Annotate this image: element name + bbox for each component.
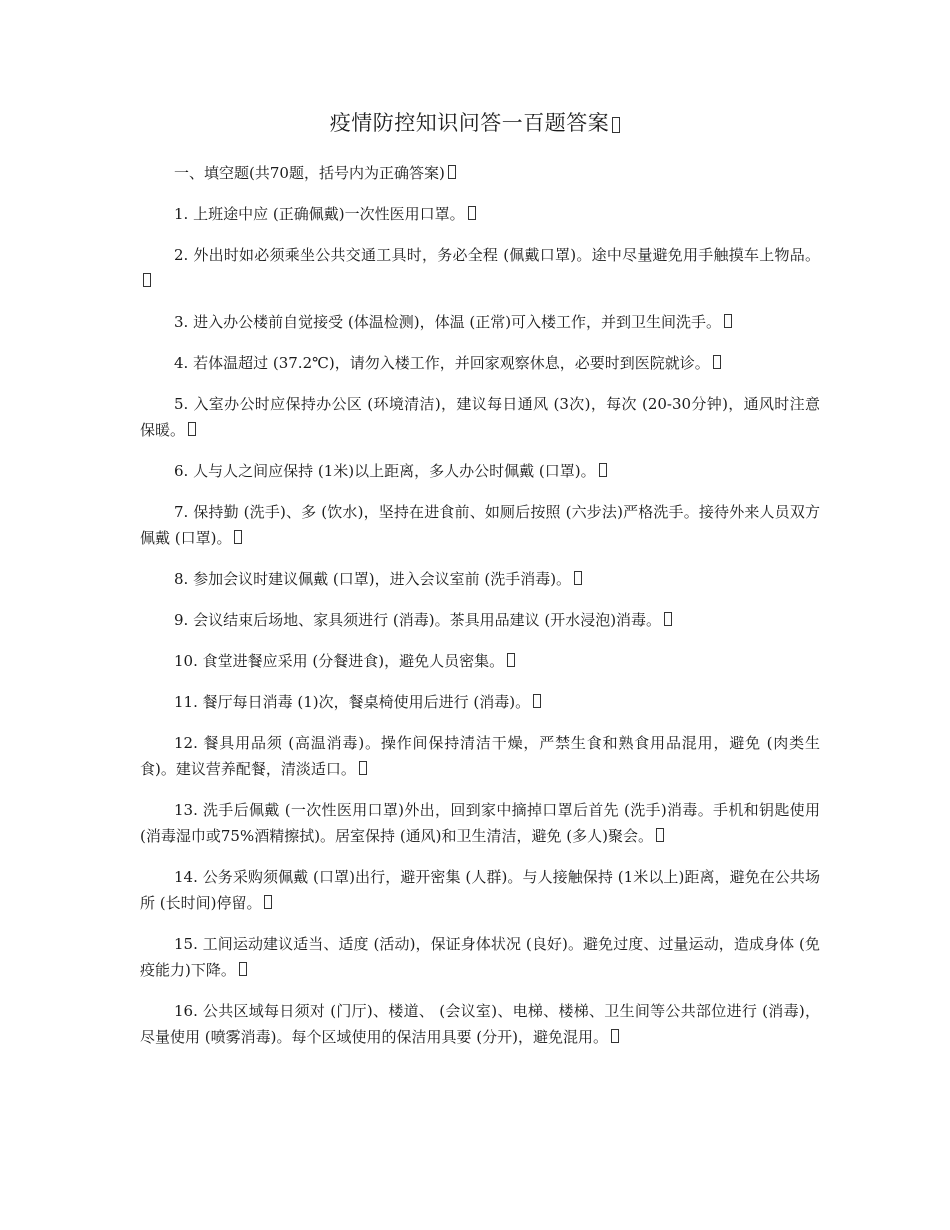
question-text: 公共区域每日须对 (门厅)、楼道、 (会议室)、电梯、楼梯、卫生间等公共部位进行 (消毒)，尽量使用 (喷雾消毒)。每个区域使用的保洁用具要 (分开)，避免混用。	[140, 1002, 820, 1046]
question-text: 上班途中应 (正确佩戴)一次性医用口罩。	[193, 205, 465, 223]
question-number: 7.	[174, 503, 189, 521]
question-item	[140, 730, 820, 782]
question-item	[140, 458, 820, 484]
question-item	[140, 499, 820, 551]
question-item	[140, 998, 820, 1050]
question-text: 若体温超过 (37.2℃)，请勿入楼工作，并回家观察休息，必要时到医院就诊。	[193, 354, 710, 372]
paragraph-mark-icon	[448, 165, 456, 179]
section-heading-text: 一、填空题(共70题，括号内为正确答案)	[174, 164, 445, 182]
question-number: 3.	[174, 313, 189, 331]
document-body	[140, 160, 820, 1065]
question-number: 5.	[174, 395, 189, 413]
paragraph-mark-icon	[612, 117, 620, 133]
question-text: 餐具用品须 (高温消毒)。操作间保持清洁干燥，严禁生食和熟食用品混用，避免 (肉类生食)。建议营养配餐，清淡适口。	[140, 734, 820, 778]
question-text: 公务采购须佩戴 (口罩)出行，避开密集 (人群)。与人接触保持 (1米以上)距离，避免在公共场所 (长时间)停留。	[140, 868, 820, 912]
question-number: 8.	[174, 570, 189, 588]
question-text: 餐厅每日消毒 (1)次，餐桌椅使用后进行 (消毒)。	[202, 693, 531, 711]
question-item	[140, 931, 820, 983]
question-item	[140, 201, 820, 227]
question-number: 13.	[174, 801, 198, 819]
section-heading	[140, 160, 820, 186]
question-number: 6.	[174, 462, 189, 480]
question-text: 会议结束后场地、家具须进行 (消毒)。茶具用品建议 (开水浸泡)消毒。	[193, 611, 662, 629]
paragraph-mark-icon	[611, 1029, 619, 1043]
paragraph-mark-icon	[724, 314, 732, 328]
question-item	[140, 689, 820, 715]
question-text: 进入办公楼前自觉接受 (体温检测)，体温 (正常)可入楼工作，并到卫生间洗手。	[193, 313, 722, 331]
paragraph-mark-icon	[264, 895, 272, 909]
question-text: 入室办公时应保持办公区 (环境清洁)，建议每日通风 (3次)，每次 (20-30分钟)，通风时注意保暖。	[140, 395, 820, 439]
question-text: 参加会议时建议佩戴 (口罩)，进入会议室前 (洗手消毒)。	[193, 570, 572, 588]
paragraph-mark-icon	[656, 828, 664, 842]
question-number: 14.	[174, 868, 198, 886]
question-item	[140, 350, 820, 376]
question-text: 工间运动建议适当、适度 (活动)，保证身体状况 (良好)。避免过度、过量运动，造成身体 (免疫能力)下降。	[140, 935, 820, 979]
question-item	[140, 566, 820, 592]
paragraph-mark-icon	[359, 761, 367, 775]
question-text: 保持勤 (洗手)、多 (饮水)，坚持在进食前、如厕后按照 (六步法)严格洗手。接待外来人员双方佩戴 (口罩)。	[140, 503, 820, 547]
question-text: 人与人之间应保持 (1米)以上距离，多人办公时佩戴 (口罩)。	[193, 462, 596, 480]
question-number: 11.	[174, 693, 198, 711]
paragraph-mark-icon	[533, 694, 541, 708]
page-title-text: 疫情防控知识问答一百题答案	[329, 111, 610, 135]
paragraph-mark-icon	[234, 530, 242, 544]
paragraph-mark-icon	[188, 422, 196, 436]
question-list	[140, 201, 820, 1050]
paragraph-mark-icon	[574, 571, 582, 585]
paragraph-mark-icon	[713, 355, 721, 369]
paragraph-mark-icon	[143, 273, 151, 287]
question-item	[140, 797, 820, 849]
question-number: 12.	[174, 734, 198, 752]
question-item	[140, 648, 820, 674]
paragraph-mark-icon	[468, 206, 476, 220]
question-number: 4.	[174, 354, 189, 372]
question-number: 1.	[174, 205, 189, 223]
question-text: 外出时如必须乘坐公共交通工具时，务必全程 (佩戴口罩)。途中尽量避免用手触摸车上物品。	[193, 246, 820, 264]
question-item	[140, 309, 820, 335]
page-title	[0, 108, 950, 138]
paragraph-mark-icon	[507, 653, 515, 667]
paragraph-mark-icon	[599, 463, 607, 477]
question-number: 10.	[174, 652, 198, 670]
paragraph-mark-icon	[664, 612, 672, 626]
question-item	[140, 242, 820, 294]
question-number: 9.	[174, 611, 189, 629]
paragraph-mark-icon	[239, 962, 247, 976]
question-number: 16.	[174, 1002, 198, 1020]
question-text: 洗手后佩戴 (一次性医用口罩)外出，回到家中摘掉口罩后首先 (洗手)消毒。手机和钥匙使用 (消毒湿巾或75%酒精擦拭)。居室保持 (通风)和卫生清洁，避免 (多人)聚会。	[140, 801, 820, 845]
question-item	[140, 607, 820, 633]
question-item	[140, 391, 820, 443]
question-text: 食堂进餐应采用 (分餐进食)，避免人员密集。	[202, 652, 505, 670]
question-number: 15.	[174, 935, 198, 953]
question-number: 2.	[174, 246, 189, 264]
question-item	[140, 864, 820, 916]
